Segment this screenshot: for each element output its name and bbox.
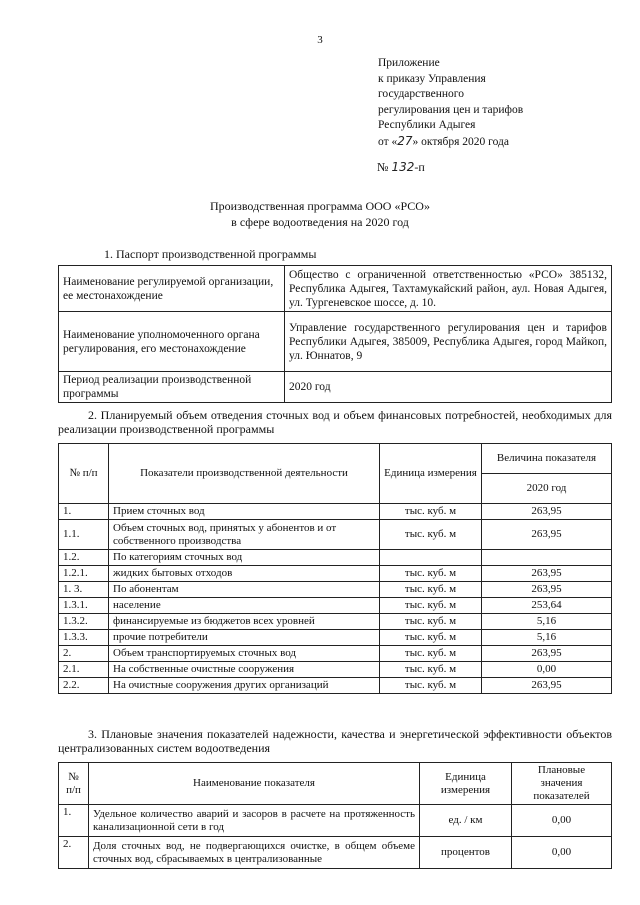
appendix-line: регулирования цен и тарифов xyxy=(378,103,524,116)
row-name: Объем транспортируемых сточных вод xyxy=(109,646,380,662)
row-num: 1.2.1. xyxy=(59,566,109,582)
row-unit: тыс. куб. м xyxy=(380,520,482,550)
row-value: 263,95 xyxy=(482,646,612,662)
row-value: 263,95 xyxy=(482,566,612,582)
table-row xyxy=(59,678,612,694)
row-num: 1.3.1. xyxy=(59,598,109,614)
row-unit: процентов xyxy=(420,837,512,869)
section2-heading: 2. Планируемый объем отведения сточных вод и объем финансовых потребностей, необходимых для реализации производственной программы xyxy=(58,408,612,436)
row-name: По категориям сточных вод xyxy=(109,550,380,566)
passport-label: Наименование регулируемой организации, ее местонахождение xyxy=(59,266,285,312)
header-num: № п/п xyxy=(59,763,89,805)
header-value: Плановые значения показателей xyxy=(512,763,612,805)
passport-label: Период реализации производственной программы xyxy=(59,372,285,403)
row-num: 1.3.2. xyxy=(59,614,109,630)
passport-label: Наименование уполномоченного органа регулирования, его местонахождение xyxy=(59,312,285,372)
row-num: 1.1. xyxy=(59,520,109,550)
table-row xyxy=(59,837,612,869)
row-num: 1. xyxy=(59,504,109,520)
row-name: Удельное количество аварий и засоров в расчете на протяженность канализационной сети в год xyxy=(89,805,420,837)
row-name: финансируемые из бюджетов всех уровней xyxy=(109,614,380,630)
indicators-table xyxy=(58,762,612,869)
row-value: 0,00 xyxy=(512,805,612,837)
row-unit: тыс. куб. м xyxy=(380,678,482,694)
table-row xyxy=(59,266,612,312)
passport-value: Общество с ограниченной ответственностью «РСО» 385132, Республика Адыгея, Тахтамукайский район, аул. Новая Адыгея, ул. Тургеневское шоссе, д. 10. xyxy=(285,266,612,312)
table-row xyxy=(59,662,612,678)
table-row xyxy=(59,520,612,550)
order-number-handwritten: 132 xyxy=(391,160,415,174)
table-row xyxy=(59,504,612,520)
table-header-row xyxy=(59,763,612,805)
row-name: На очистные сооружения других организаций xyxy=(109,678,380,694)
appendix-line: к приказу Управления xyxy=(378,72,486,85)
row-value: 263,95 xyxy=(482,504,612,520)
row-num: 1. 3. xyxy=(59,582,109,598)
table-row xyxy=(59,598,612,614)
header-name: Наименование показателя xyxy=(89,763,420,805)
row-num: 2. xyxy=(59,646,109,662)
row-value: 0,00 xyxy=(482,662,612,678)
table-row xyxy=(59,646,612,662)
passport-value: Управление государственного регулирования цен и тарифов Республики Адыгея, 385009, Республика Адыгея, город Майкоп, ул. Юннатов, 9 xyxy=(285,312,612,372)
row-value: 263,95 xyxy=(482,520,612,550)
appendix-header xyxy=(378,56,523,150)
header-num: № п/п xyxy=(59,444,109,504)
order-suffix: -п xyxy=(414,160,425,174)
row-unit xyxy=(380,550,482,566)
table-row xyxy=(59,805,612,837)
appendix-line: Республики Адыгея xyxy=(378,119,476,131)
header-unit: Единица измерения xyxy=(420,763,512,805)
section3-heading: 3. Плановые значения показателей надежности, качества и энергетической эффективности объектов централизованных систем водоотведения xyxy=(58,727,612,755)
volume-table xyxy=(58,443,612,694)
date-day-handwritten: 27 xyxy=(397,133,413,148)
table-row xyxy=(59,582,612,598)
row-name: Объем сточных вод, принятых у абонентов и от собственного производства xyxy=(109,520,380,550)
row-num: 2. xyxy=(59,837,89,869)
passport-table xyxy=(58,265,612,403)
header-indicator: Показатели производственной деятельности xyxy=(109,444,380,504)
appendix-line: государственного xyxy=(378,88,464,100)
row-value: 5,16 xyxy=(482,630,612,646)
row-num: 1. xyxy=(59,805,89,837)
row-num: 1.3.3. xyxy=(59,630,109,646)
row-value: 263,95 xyxy=(482,678,612,694)
row-unit: ед. / км xyxy=(420,805,512,837)
document-title xyxy=(0,198,640,230)
date-suffix: » октября 2020 года xyxy=(412,135,509,148)
row-unit: тыс. куб. м xyxy=(380,614,482,630)
table-header-row xyxy=(59,444,612,474)
row-name: прочие потребители xyxy=(109,630,380,646)
row-num: 2.1. xyxy=(59,662,109,678)
row-value: 5,16 xyxy=(482,614,612,630)
title-line: в сфере водоотведения на 2020 год xyxy=(231,215,409,229)
title-line: Производственная программа ООО «РСО» xyxy=(210,199,430,213)
row-value: 0,00 xyxy=(512,837,612,869)
row-name: население xyxy=(109,598,380,614)
table-row xyxy=(59,630,612,646)
row-value xyxy=(482,550,612,566)
row-unit: тыс. куб. м xyxy=(380,630,482,646)
header-year: 2020 год xyxy=(482,474,612,504)
row-num: 2.2. xyxy=(59,678,109,694)
row-name: Прием сточных вод xyxy=(109,504,380,520)
row-num: 1.2. xyxy=(59,550,109,566)
appendix-date xyxy=(378,134,523,151)
order-prefix: № xyxy=(377,160,392,174)
table-row xyxy=(59,614,612,630)
table-row xyxy=(59,550,612,566)
row-name: На собственные очистные сооружения xyxy=(109,662,380,678)
table-row xyxy=(59,566,612,582)
row-value: 263,95 xyxy=(482,582,612,598)
page-number: 3 xyxy=(317,34,323,46)
row-unit: тыс. куб. м xyxy=(380,504,482,520)
row-value: 253,64 xyxy=(482,598,612,614)
row-name: жидких бытовых отходов xyxy=(109,566,380,582)
row-unit: тыс. куб. м xyxy=(380,566,482,582)
row-name: Доля сточных вод, не подвергающихся очистке, в общем объеме сточных вод, сбрасываемых в централизованные xyxy=(89,837,420,869)
order-number xyxy=(377,160,425,175)
row-unit: тыс. куб. м xyxy=(380,646,482,662)
row-unit: тыс. куб. м xyxy=(380,598,482,614)
table-row xyxy=(59,372,612,403)
row-name: По абонентам xyxy=(109,582,380,598)
row-unit: тыс. куб. м xyxy=(380,582,482,598)
section1-heading: 1. Паспорт производственной программы xyxy=(104,247,317,261)
date-prefix: от « xyxy=(378,135,398,148)
header-unit: Единица измерения xyxy=(380,444,482,504)
row-unit: тыс. куб. м xyxy=(380,662,482,678)
header-value: Величина показателя xyxy=(482,444,612,474)
table-row xyxy=(59,312,612,372)
passport-value: 2020 год xyxy=(285,372,612,403)
appendix-line: Приложение xyxy=(378,57,440,69)
